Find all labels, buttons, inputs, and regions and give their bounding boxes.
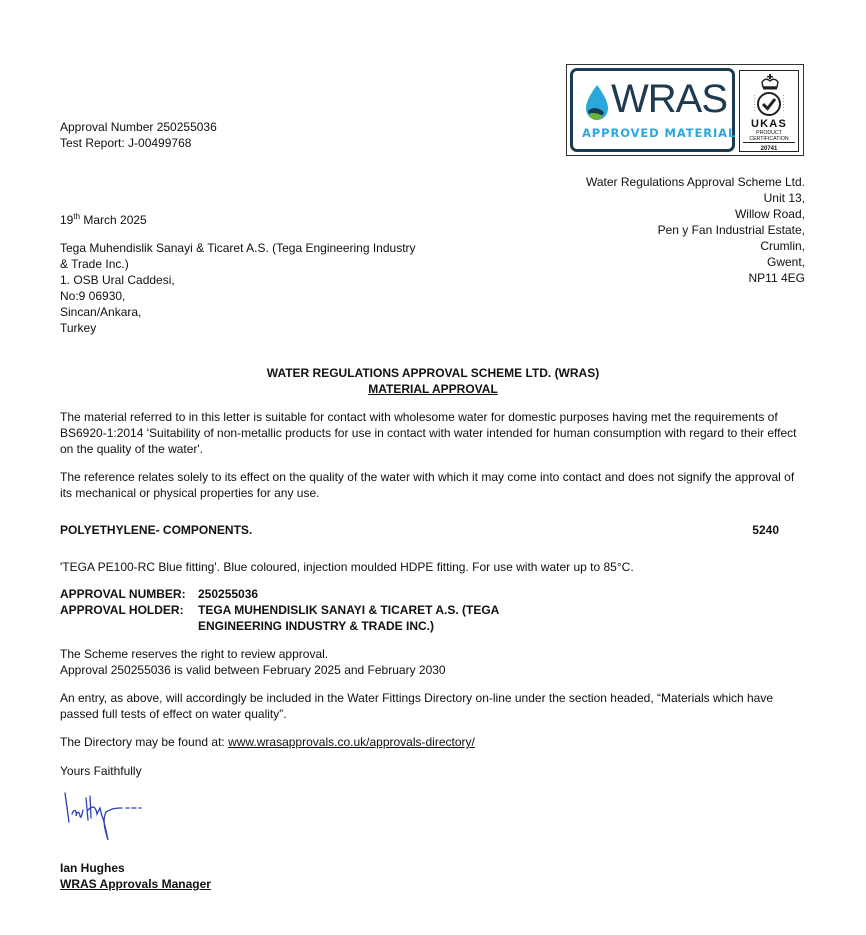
water-drop-icon [584, 85, 610, 121]
heading-subtitle: MATERIAL APPROVAL [368, 382, 498, 396]
letter-date [60, 212, 147, 228]
ukas-sub-line: CERTIFICATION [749, 136, 789, 142]
recipient-line: Turkey [60, 321, 97, 335]
wras-approved-material-logo [570, 68, 735, 152]
crown-icon [760, 74, 780, 90]
reference-block [60, 119, 217, 151]
address-line: NP11 4EG [748, 271, 805, 285]
signatory-name: Ian Hughes [60, 861, 125, 875]
signatory-title: WRAS Approvals Manager [60, 877, 211, 891]
reference-scope-paragraph: The reference relates solely to its effect on the quality of the water with which it may come into contact and does not signify the approval of its mechanical or physical properties for any use. [60, 470, 795, 500]
approval-number-ref: Approval Number 250255036 [60, 120, 217, 134]
recipient-line: 1. OSB Ural Caddesi, [60, 273, 175, 287]
heading-title: WATER REGULATIONS APPROVAL SCHEME LTD. (WRAS) [266, 366, 600, 380]
ukas-sub-line: PRODUCT [756, 130, 782, 136]
date-day: 19 [60, 213, 74, 227]
recipient-line: Sincan/Ankara, [60, 305, 142, 319]
scheme-note [60, 646, 446, 678]
approval-details [60, 586, 528, 634]
closing-salutation: Yours Faithfully [60, 764, 142, 778]
letter-heading [0, 365, 866, 397]
ukas-wordmark: UKAS [751, 118, 787, 130]
recipient-line: Tega Muhendislik Sanayi & Ticaret A.S. (Tega Engineering Industry [60, 241, 416, 255]
ukas-certification-logo [739, 70, 799, 152]
suitability-paragraph: The material referred to in this letter is suitable for contact with wholesome water for domestic purposes having met the requirements of BS6920-1:2014 'Suitability of non-metallic products for use in contact with water intended for human consumption with regard to their effect on the quality of the water'. [60, 410, 797, 456]
directory-link-line [60, 734, 475, 750]
recipient-line: & Trade Inc.) [60, 257, 129, 271]
directory-entry-paragraph: An entry, as above, will accordingly be included in the Water Fittings Directory on-line under the section headed, “Materials which have passed full tests of effect on water quality”. [60, 691, 774, 721]
address-line: Crumlin, [760, 239, 805, 253]
signature-image [62, 790, 144, 845]
wras-wordmark: WRAS [611, 77, 727, 121]
address-line: Water Regulations Approval Scheme Ltd. [585, 175, 805, 189]
category-name: POLYETHYLENE- COMPONENTS. [60, 523, 253, 537]
category-row [60, 522, 779, 538]
test-report-ref: Test Report: J-00499768 [60, 136, 192, 150]
sender-address [586, 174, 805, 286]
address-line: Willow Road, [734, 207, 805, 221]
validity-period: Approval 250255036 is valid between February 2025 and February 2030 [60, 663, 446, 677]
directory-link[interactable]: www.wrasapprovals.co.uk/approvals-directory/ [228, 735, 475, 749]
directory-link-prefix: The Directory may be found at: [60, 735, 229, 749]
review-right-note: The Scheme reserves the right to review approval. [60, 647, 329, 661]
check-circle-icon [754, 91, 784, 117]
address-line: Pen y Fan Industrial Estate, [657, 223, 805, 237]
address-line: Unit 13, [763, 191, 805, 205]
signatory [60, 860, 211, 892]
approval-number-row [60, 586, 528, 602]
approved-material-text: APPROVED MATERIAL [582, 126, 737, 140]
approval-holder-row [60, 602, 528, 634]
category-code: 5240 [752, 523, 779, 537]
certification-logos [566, 64, 804, 156]
recipient-line: No:9 06930, [60, 289, 126, 303]
ukas-divider [743, 142, 795, 143]
approval-holder-label: APPROVAL HOLDER: [60, 603, 184, 617]
ukas-number: 20741 [760, 146, 778, 152]
ukas-product-certification [740, 130, 798, 142]
date-month-year: March 2025 [80, 213, 147, 227]
recipient-address [60, 240, 416, 336]
date-suffix: th [73, 212, 81, 221]
approval-number-label: APPROVAL NUMBER: [60, 587, 186, 601]
approval-holder-value: TEGA MUHENDISLIK SANAYI & TICARET A.S. (TEGA ENGINEERING INDUSTRY & TRADE INC.) [198, 603, 499, 633]
approval-number-value: 250255036 [198, 587, 259, 601]
product-description: 'TEGA PE100-RC Blue fitting'. Blue coloured, injection moulded HDPE fitting. For use with water up to 85°C. [60, 560, 634, 574]
address-line: Gwent, [766, 255, 805, 269]
